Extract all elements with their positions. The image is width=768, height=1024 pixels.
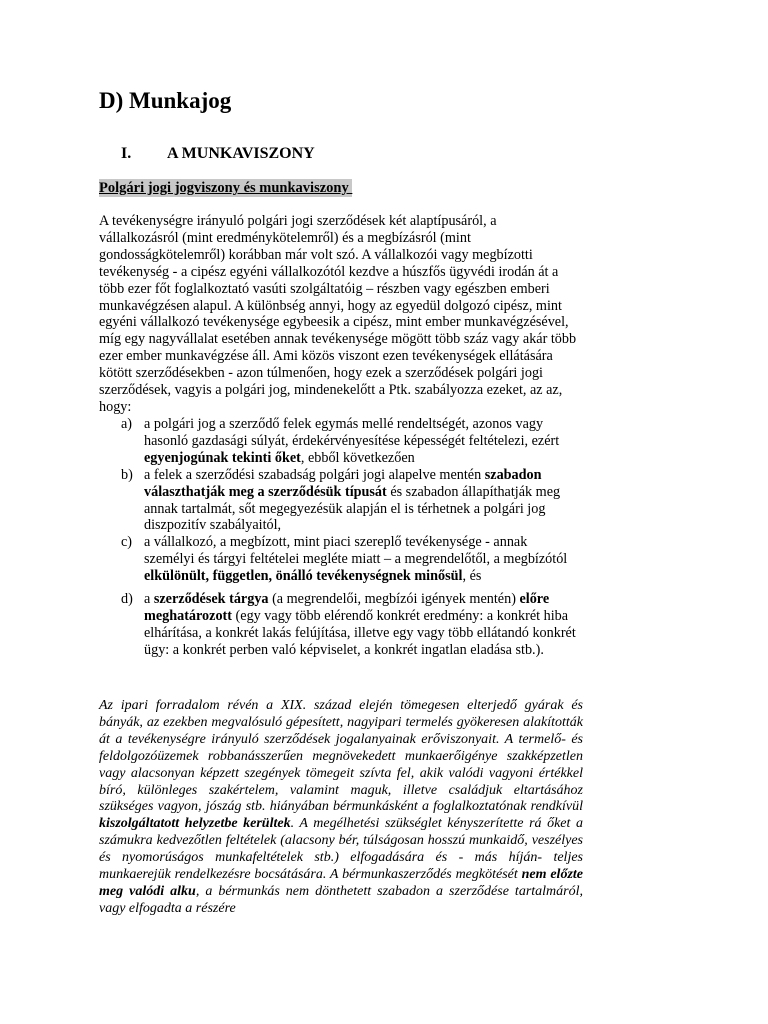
list-item-emphasis: szerződések tárgya: [153, 591, 269, 608]
history-text: Az ipari forradalom révén a XIX. század elején tömegesen elterjedő gyárak és bányák, az ezekben megvalósuló gépesített, nagyipari termelés gyökeresen alakították át a tevékenységre irányuló szerződések jogalanyainak erőviszonyait. A termelő- és feldolgozóüzemek robbanásszerűen megnövekedett munkaerőigénye szakképzetlen vagy alacsonyan képzett szegények tömegeit szívta fel, akik valódi vagyoni értékkel bíró, különleges szakértelem, valamint maguk, illetve családjuk eltartásához szükséges vagyon, jószág stb. hiányában bérmunkásként a foglalkoztatónak rendkívül: [99, 698, 583, 815]
list-item-letter: b): [121, 466, 133, 483]
section-title: A MUNKAVISZONY: [167, 145, 315, 162]
section-number: I.: [121, 145, 132, 162]
list-item-text: és szabadon állapíthatják meg annak tartalmát, sőt megegyezésük alapján el is térhetnek a polgári jog diszpozitív szabályaitól,: [144, 483, 561, 534]
list-item-text: , és: [462, 568, 482, 585]
history-emphasis: nem előzte meg valódi alku: [99, 867, 583, 899]
history-text: , a bérmunkás nem dönthetett szabadon a szerződése tartalmáról, vagy elfogadta a részére: [99, 883, 584, 916]
list-item-letter: c): [121, 534, 133, 551]
list-item-text: (a megrendelői, megbízói igények mentén): [268, 591, 520, 608]
history-text: . A megélhetési szükséglet kényszerítette rá őket a számukra kedvezőtlen feltételek (alacsony bér, túlságosan hosszú munkaidő, veszélyes és nyomorúságos munkafeltételek stb.) elfogadására és - más híján- teljes munkaerejük rendelkezésre bocsátására. A bérmunkaszerződés megkötését: [99, 816, 583, 883]
list-item-text: , ebből következően: [300, 449, 415, 466]
page-title: D) Munkajog: [99, 88, 232, 113]
list-item: [99, 534, 579, 585]
subheading: Polgári jogi jogviszony és munkaviszony: [99, 180, 353, 196]
list-item: [99, 416, 579, 467]
list-item-emphasis: egyenjogúnak tekinti őket: [144, 449, 301, 466]
list-item-text: (egy vagy több elérendő konkrét eredmény: a konkrét hiba elhárítása, a konkrét lakás felújítása, illetve egy vagy több ellátandó konkrét ügy: a konkrét perben való képviselet, a konkrét ingatlan eladása stb.).: [144, 607, 576, 658]
history-emphasis: kiszolgáltatott helyzetbe kerültek: [99, 816, 291, 832]
conditions-list: [99, 416, 579, 659]
list-item-text: a: [144, 591, 154, 608]
list-item-text: a felek a szerződési szabadság polgári jogi alapelve mentén: [144, 466, 485, 483]
list-item-emphasis: elkülönült, független, önálló tevékenységnek minősül: [144, 568, 463, 585]
list-item-text: a vállalkozó, a megbízott, mint piaci szereplő tevékenysége - annak személyi és tárgyi feltételei megléte miatt – a megrendelőtől, a megbízótól: [144, 534, 568, 568]
list-item-emphasis: szabadon választhatják meg a szerződésük típusát: [144, 466, 542, 500]
list-item-letter: d): [121, 591, 133, 608]
list-item-letter: a): [121, 416, 133, 432]
history-paragraph: [99, 698, 583, 918]
list-item: [99, 467, 579, 535]
section-heading: [121, 143, 315, 165]
list-item-text: a polgári jog a szerződő felek egymás mellé rendeltségét, azonos vagy hasonló gazdasági súlyát, érdekérvényesítése képességét feltételezi, ezért: [144, 416, 560, 449]
list-item-emphasis: előre meghatározott: [144, 591, 550, 624]
intro-paragraph: A tevékenységre irányuló polgári jogi szerződések két alaptípusáról, a vállalkozásról (mint eredménykötelemről) és a megbízásról (mint gondosságkötelemről) korábban már volt szó. A vállalkozói vagy megbízotti tevékenység - a cipész egyéni vállalkozótól kezdve a húszfős ügyvédi irodán át a több ezer főt foglalkoztató vasúti szolgáltatóig – részben vagy egészben emberi munkavégzésen alapul. A különbség annyi, hogy az egyedül dolgozó cipész, mint egyéni vállalkozó tevékenysége egybeesik a cipész, mint ember munkavégzésével, míg egy nagyvállalat esetében annak tevékenysége mögött több száz vagy akár több ezer ember munkavégzése áll. Ami közös viszont ezen tevékenységek ellátására kötött szerződésekben - azon túlmenően, hogy ezek a szerződések polgári jogi szerződések, vagyis a polgári jog, mindenekelőtt a Ptk. szabályozza ezeket, az az, hogy:: [99, 213, 577, 415]
list-item: [99, 591, 579, 659]
